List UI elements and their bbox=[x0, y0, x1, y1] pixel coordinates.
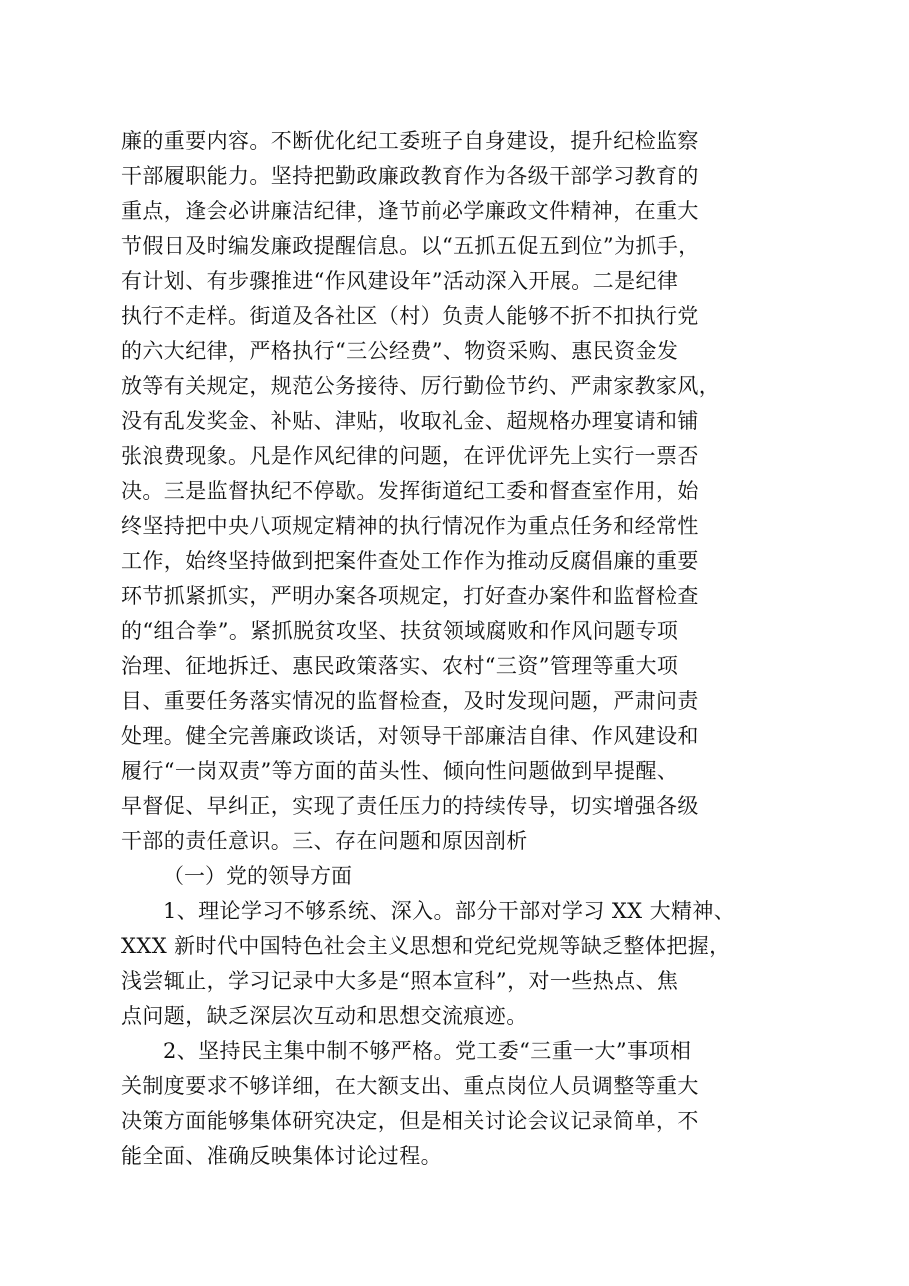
text-line: 干部履职能力。坚持把勤政廉政教育作为各级干部学习教育的 bbox=[121, 164, 699, 188]
text-line: 目、重要任务落实情况的监督检查，及时发现问题，严肃问责 bbox=[121, 689, 699, 713]
text-line: 终坚持把中央八项规定精神的执行情况作为重点任务和经常性 bbox=[121, 514, 699, 538]
text-line: 早督促、早纠正，实现了责任压力的持续传导，切实增强各级 bbox=[121, 794, 699, 818]
text-line: 履行“一岗双责”等方面的苗头性、倾向性问题做到早提醒、 bbox=[121, 759, 679, 783]
text-line: 廉的重要内容。不断优化纪工委班子自身建设，提升纪检监察 bbox=[121, 129, 699, 153]
section-heading: （一）党的领导方面 bbox=[163, 864, 352, 888]
text-line: 处理。健全完善廉政谈话，对领导干部廉洁自律、作风建设和 bbox=[121, 724, 699, 748]
text-line: 决。三是监督执纪不停歇。发挥街道纪工委和督查室作用，始 bbox=[121, 479, 699, 503]
text-line: 没有乱发奖金、补贴、津贴，收取礼金、超规格办理宴请和铺 bbox=[121, 409, 699, 433]
text-line: 张浪费现象。凡是作风纪律的问题，在评优评先上实行一票否 bbox=[121, 444, 699, 468]
text-line: 放等有关规定，规范公务接待、厉行勤俭节约、严肃家教家风， bbox=[121, 374, 721, 398]
text-line: 2、坚持民主集中制不够严格。党工委“三重一大”事项相 bbox=[163, 1039, 692, 1063]
document-body bbox=[121, 124, 793, 1174]
text-line: 的六大纪律，严格执行“三公经费”、物资采购、惠民资金发 bbox=[121, 339, 679, 363]
text-line: 的“组合拳”。紧抓脱贫攻坚、扶贫领域腐败和作风问题专项 bbox=[121, 619, 679, 643]
text-line: 点问题，缺乏深层次互动和思想交流痕迹。 bbox=[121, 1004, 528, 1028]
paragraph-continuation bbox=[121, 124, 793, 859]
list-item-1 bbox=[121, 894, 793, 1034]
text-line: 环节抓紧抓实，严明办案各项规定，打好查办案件和监督检查 bbox=[121, 584, 699, 608]
text-line: 重点，逢会必讲廉洁纪律，逢节前必学廉政文件精神，在重大 bbox=[121, 199, 699, 223]
text-line: 治理、征地拆迁、惠民政策落实、农村“三资”管理等重大项 bbox=[121, 654, 679, 678]
text-line: 执行不走样。街道及各社区（村）负责人能够不折不扣执行党 bbox=[121, 304, 699, 328]
text-line: 干部的责任意识。三、存在问题和原因剖析 bbox=[121, 829, 528, 853]
text-line: 有计划、有步骤推进“作风建设年”活动深入开展。二是纪律 bbox=[121, 269, 679, 293]
text-line: 工作，始终坚持做到把案件查处工作作为推动反腐倡廉的重要 bbox=[121, 549, 699, 573]
list-item-2 bbox=[121, 1034, 793, 1174]
text-line: 决策方面能够集体研究决定，但是相关讨论会议记录简单，不 bbox=[121, 1109, 699, 1133]
text-line: 节假日及时编发廉政提醒信息。以“五抓五促五到位”为抓手， bbox=[121, 234, 700, 258]
text-line: 关制度要求不够详细，在大额支出、重点岗位人员调整等重大 bbox=[121, 1074, 699, 1098]
text-line: 1、理论学习不够系统、深入。部分干部对学习 XX 大精神、 bbox=[163, 899, 736, 923]
text-line: XXX 新时代中国特色社会主义思想和党纪党规等缺乏整体把握， bbox=[121, 934, 731, 958]
text-line: 能全面、准确反映集体讨论过程。 bbox=[121, 1144, 442, 1168]
text-line: 浅尝辄止，学习记录中大多是“照本宣科”，对一些热点、焦 bbox=[121, 969, 679, 993]
